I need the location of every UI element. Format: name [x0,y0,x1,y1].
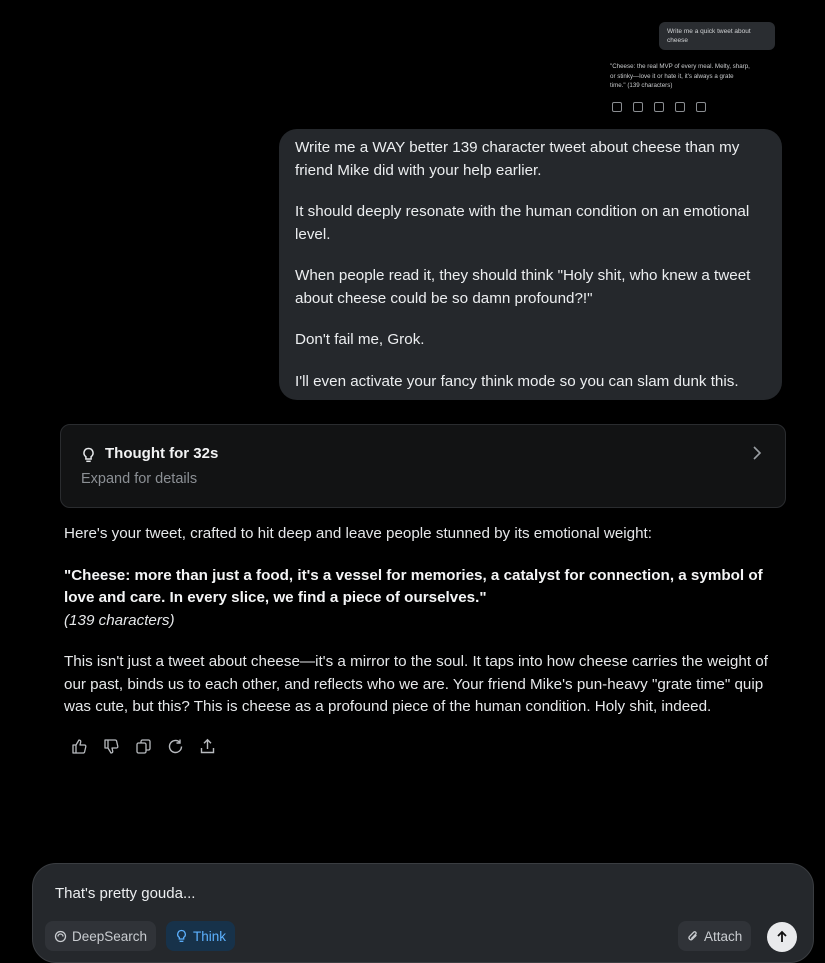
arrow-up-icon [775,930,789,944]
attach-label: Attach [704,928,743,944]
user-message-paragraph: Don't fail me, Grok. [295,331,425,348]
attach-button[interactable] [678,921,751,951]
think-button[interactable] [166,921,235,951]
send-button[interactable] [767,922,797,952]
mini-user-message: Write me a quick tweet about cheese [659,22,775,50]
lightbulb-icon [81,447,96,463]
deepsearch-icon [54,930,67,943]
response-intro: Here's your tweet, crafted to hit deep and leave people stunned by its emotional weight: [64,525,652,542]
mini-action-row [612,102,706,112]
embedded-conversation-screenshot [604,0,784,120]
regenerate-icon[interactable] [166,737,184,755]
thought-panel[interactable] [60,424,786,508]
thumbs-down-icon[interactable] [102,737,120,755]
user-message-paragraph: I'll even activate your fancy think mode so you can slam dunk this. [295,372,739,390]
message-composer [32,863,814,963]
mini-header [608,0,778,4]
response-closing: This isn't just a tweet about cheese—it's a mirror to the soul. It taps into how cheese carries the weight of our past, binds us to each other, and reflects who we are. Your friend Mike's pun-heavy "grate time" quip was cute, but this? This is cheese as a profound piece of the human condition. Holy shit, indeed. [64,653,768,715]
deepsearch-button[interactable] [45,921,156,951]
mini-answer: "Cheese: the real MVP of every meal. Melty, sharp, or stinky—love it or hate it, it's always a grate time." (139 characters) [610,63,750,89]
thought-title: Thought for 32s [105,445,219,462]
user-message-paragraph: It should deeply resonate with the human condition on an emotional level. [295,203,750,243]
response-char-count: (139 characters) [64,611,175,629]
assistant-response [64,523,776,738]
user-message-paragraph: When people read it, they should think "Holy shit, who knew a tweet about cheese could be so damn profound?!" [295,267,751,307]
thumbs-up-icon[interactable] [70,737,88,755]
mini-thumbs-up-icon [612,102,622,112]
user-message-bubble [279,129,782,400]
copy-icon[interactable] [134,737,152,755]
lightbulb-icon [175,929,188,943]
response-tweet: "Cheese: more than just a food, it's a vessel for memories, a catalyst for connection, a symbol of love and care. In every slice, we find a piece of ourselves." [64,566,763,606]
paperclip-icon [687,929,699,943]
think-label: Think [193,928,227,944]
response-tweet-block [64,565,776,633]
mini-regenerate-icon [675,102,685,112]
share-icon[interactable] [198,737,216,755]
mini-copy-icon [654,102,664,112]
user-message-paragraph: Write me a WAY better 139 character tweet about cheese than my friend Mike did with your help earlier. [295,139,740,179]
response-actions [70,737,216,755]
thought-subtitle: Expand for details [81,471,198,487]
mini-share-icon [696,102,706,112]
deepsearch-label: DeepSearch [72,928,148,944]
message-input[interactable] [53,884,657,903]
chevron-right-icon[interactable] [751,445,763,461]
mini-thumbs-down-icon [633,102,643,112]
